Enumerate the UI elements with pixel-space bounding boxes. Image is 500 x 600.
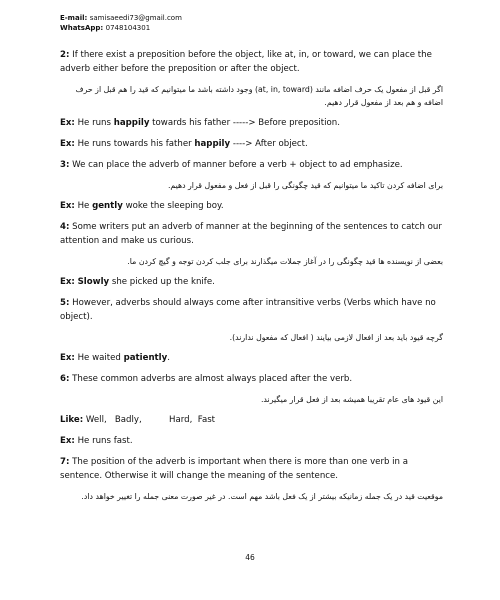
page-content (60, 48, 443, 510)
contact-header (60, 13, 182, 33)
page-number: 46 (245, 553, 255, 562)
rule-6-persian: این قیود های عام تقریبا همیشه بعد از فعل قرار میگیرند. (260, 395, 443, 404)
rule-2-persian: اگر قبل از مفعول یک حرف اضافه مانند (at, in, toward) وجود داشته باشد ما میتوانیم که قید را هم قبل از حرف اضافه و هم بعد از مفعول قرار دهیم. (75, 85, 443, 107)
rule-4-persian: بعضی از نویسنده ها قید چگونگی را در آغاز جملات میگذارند برای جلب کردن توجه و گیچ کردن ما. (127, 257, 443, 266)
example-3: Ex: He gently woke the sleeping boy. (60, 201, 224, 211)
email-line: E-mail: samisaeedi73@gmail.com (60, 14, 182, 22)
rule-6: 6: These common adverbs are almost always placed after the verb. (60, 374, 353, 384)
example-5: Ex: He waited patiently. (60, 353, 170, 363)
example-2: Ex: He runs towards his father happily ----> After object. (60, 139, 308, 149)
rule-7-persian: موقعیت قید در یک جمله زمانیکه بیشتر از یک فعل باشد مهم است. در غیر صورت معنی جمله را تغییر خواهد داد. (81, 492, 443, 501)
example-4: Ex: Slowly she picked up the knife. (60, 277, 215, 287)
rule-5-persian: گرچه قیود باید بعد از افعال لازمی بیایند ( افعال که مفعول ندارند). (229, 333, 443, 342)
example-6: Ex: He runs fast. (60, 436, 133, 446)
email-address[interactable]: samisaeedi73@gmail.com (89, 14, 182, 22)
whatsapp-line: WhatsApp: 0748104301 (60, 24, 151, 32)
rule-2: 2: If there exist a preposition before the object, like at, in, or toward, we can place the adverb either before the preposition or after the object. (60, 50, 432, 74)
rule-4: 4: Some writers put an adverb of manner at the beginning of the sentences to catch our attention and make us curious. (60, 222, 442, 246)
rule-3: 3: We can place the adverb of manner before a verb + object to ad emphasize. (60, 160, 403, 170)
whatsapp-number: 0748104301 (105, 24, 151, 32)
like-list: Like: Well, Badly, Hard, Fast (60, 415, 216, 425)
example-1: Ex: He runs happily towards his father -----> Before preposition. (60, 118, 340, 128)
rule-5: 5: However, adverbs should always come after intransitive verbs (Verbs which have no object). (60, 298, 436, 322)
rule-3-persian: برای اضافه کردن تاکید ما میتوانیم که قید چگونگی را قبل از فعل و مفعول قرار دهیم. (167, 181, 443, 190)
rule-7: 7: The position of the adverb is important when there is more than one verb in a sentence. Otherwise it will change the meaning of the sentence. (60, 457, 408, 481)
